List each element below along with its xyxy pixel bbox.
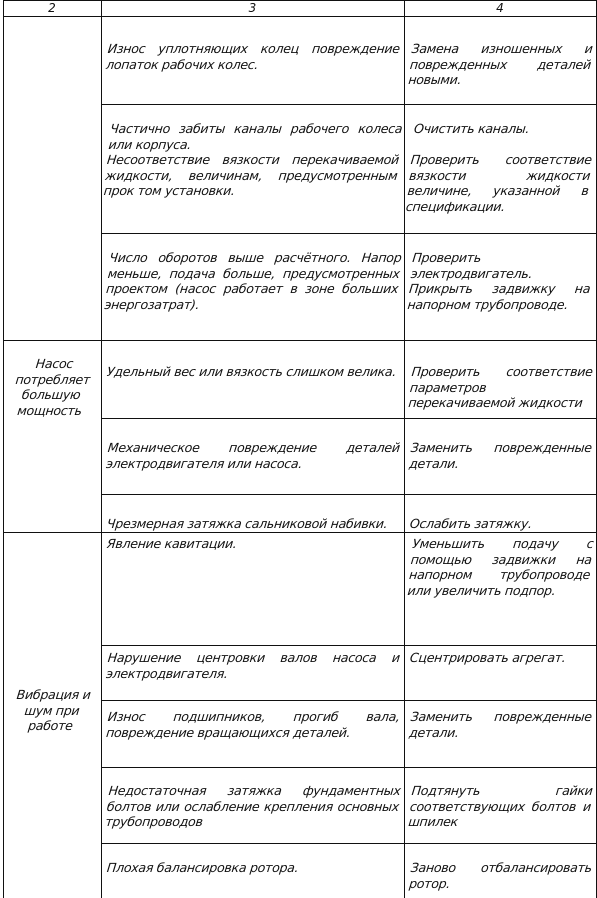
cause-cell bbox=[103, 121, 403, 199]
cause-text: Явление кавитации. bbox=[106, 536, 238, 551]
cause-cell bbox=[105, 783, 402, 830]
remedy-cell bbox=[409, 650, 592, 666]
cause-text: Несоответствие вязкости перекачиваемой жидкости, величинам, предусмотренным прок том установки. bbox=[102, 152, 400, 199]
remedy-cell bbox=[408, 860, 592, 891]
group-label-vibration: Вибрация и шум при работе bbox=[15, 687, 92, 734]
header-col-3: 3 bbox=[248, 1, 257, 15]
cause-text: Чрезмерная затяжка сальниковой набивки. bbox=[106, 516, 389, 531]
group-label-pump-power: Насос потребляет большую мощность bbox=[14, 356, 91, 418]
cause-text: Износ подшипников, прогиб вала, повреждение вращающихся деталей. bbox=[105, 709, 401, 740]
row-divider bbox=[101, 645, 597, 646]
cause-text: Нарушение центровки валов насоса и электродвигателя. bbox=[105, 650, 401, 681]
cause-text: Удельный вес или вязкость слишком велика. bbox=[106, 364, 397, 379]
remedy-cell bbox=[408, 364, 594, 411]
remedy-text: Подтянуть гайки соответствующих болтов и шпилек bbox=[407, 783, 594, 830]
remedy-cell bbox=[409, 516, 592, 532]
remedy-cell bbox=[407, 536, 595, 598]
cause-text: Плохая балансировка ротора. bbox=[106, 860, 300, 875]
header-col-4: 4 bbox=[496, 1, 504, 15]
remedy-cell bbox=[408, 709, 592, 740]
remedy-text: Заменить поврежденные детали. bbox=[408, 440, 593, 471]
remedy-cell bbox=[405, 121, 596, 215]
header-col-2: 2 bbox=[48, 1, 56, 15]
group-divider bbox=[3, 532, 597, 533]
remedy-text: Очистить каналы. bbox=[413, 121, 531, 136]
cause-text: Износ уплотняющих колец повреждение лопаток рабочих колес. bbox=[105, 41, 401, 72]
table-border-left bbox=[3, 0, 4, 898]
column-divider-2 bbox=[404, 0, 405, 898]
row-divider bbox=[101, 494, 597, 495]
cause-text: Число оборотов выше расчётного. Напор меньше, подача больше, предусмотренных проектом (насос работает в зоне больших энергозатрат). bbox=[103, 250, 403, 312]
cause-cell bbox=[106, 536, 400, 552]
remedy-text: Проверить соответствие вязкости жидкости величине, указанной в спецификации. bbox=[405, 152, 593, 214]
row-divider bbox=[101, 700, 597, 701]
cause-cell bbox=[104, 250, 403, 312]
column-divider-1 bbox=[101, 0, 102, 898]
row-divider bbox=[101, 233, 597, 234]
cause-cell bbox=[106, 860, 400, 876]
remedy-text: Заново отбалансировать ротор. bbox=[408, 860, 593, 891]
cause-cell bbox=[106, 364, 400, 380]
remedy-cell bbox=[408, 440, 592, 471]
row-divider bbox=[101, 767, 597, 768]
row-divider bbox=[101, 418, 597, 419]
remedy-text: Ослабить затяжку. bbox=[409, 516, 533, 531]
group-divider bbox=[3, 340, 597, 341]
cause-cell bbox=[106, 516, 400, 532]
row-divider bbox=[101, 843, 597, 844]
remedy-cell bbox=[408, 41, 594, 88]
row-divider bbox=[101, 104, 597, 105]
cause-cell bbox=[105, 440, 400, 471]
cause-text: Недостаточная затяжка фундаментных болтов или ослабление крепления основных трубопроводов bbox=[104, 783, 402, 830]
header-bottom-border bbox=[3, 16, 597, 17]
remedy-cell bbox=[407, 250, 595, 312]
remedy-text: Проверить электродвигатель. bbox=[410, 250, 534, 281]
cause-text: Частично забиты каналы рабочего колеса или корпуса. bbox=[107, 121, 404, 152]
remedy-text: Уменьшить подачу с помощью задвижки на напорном трубопроводе или увеличить подпор. bbox=[406, 536, 595, 598]
remedy-cell bbox=[408, 783, 594, 830]
remedy-text: Сцентрировать агрегат. bbox=[409, 650, 567, 665]
remedy-text: Прикрыть задвижку на напорном трубопроводе. bbox=[406, 281, 591, 312]
cause-cell bbox=[105, 650, 400, 681]
cause-cell bbox=[105, 709, 400, 740]
remedy-text: Проверить соответствие параметров перекачиваемой жидкости bbox=[407, 364, 594, 411]
remedy-text: Заменить поврежденные детали. bbox=[408, 709, 593, 740]
remedy-text: Замена изношенных и поврежденных деталей новыми. bbox=[407, 41, 594, 88]
cause-cell bbox=[105, 41, 400, 72]
cause-text: Механическое повреждение деталей электродвигателя или насоса. bbox=[105, 440, 401, 471]
